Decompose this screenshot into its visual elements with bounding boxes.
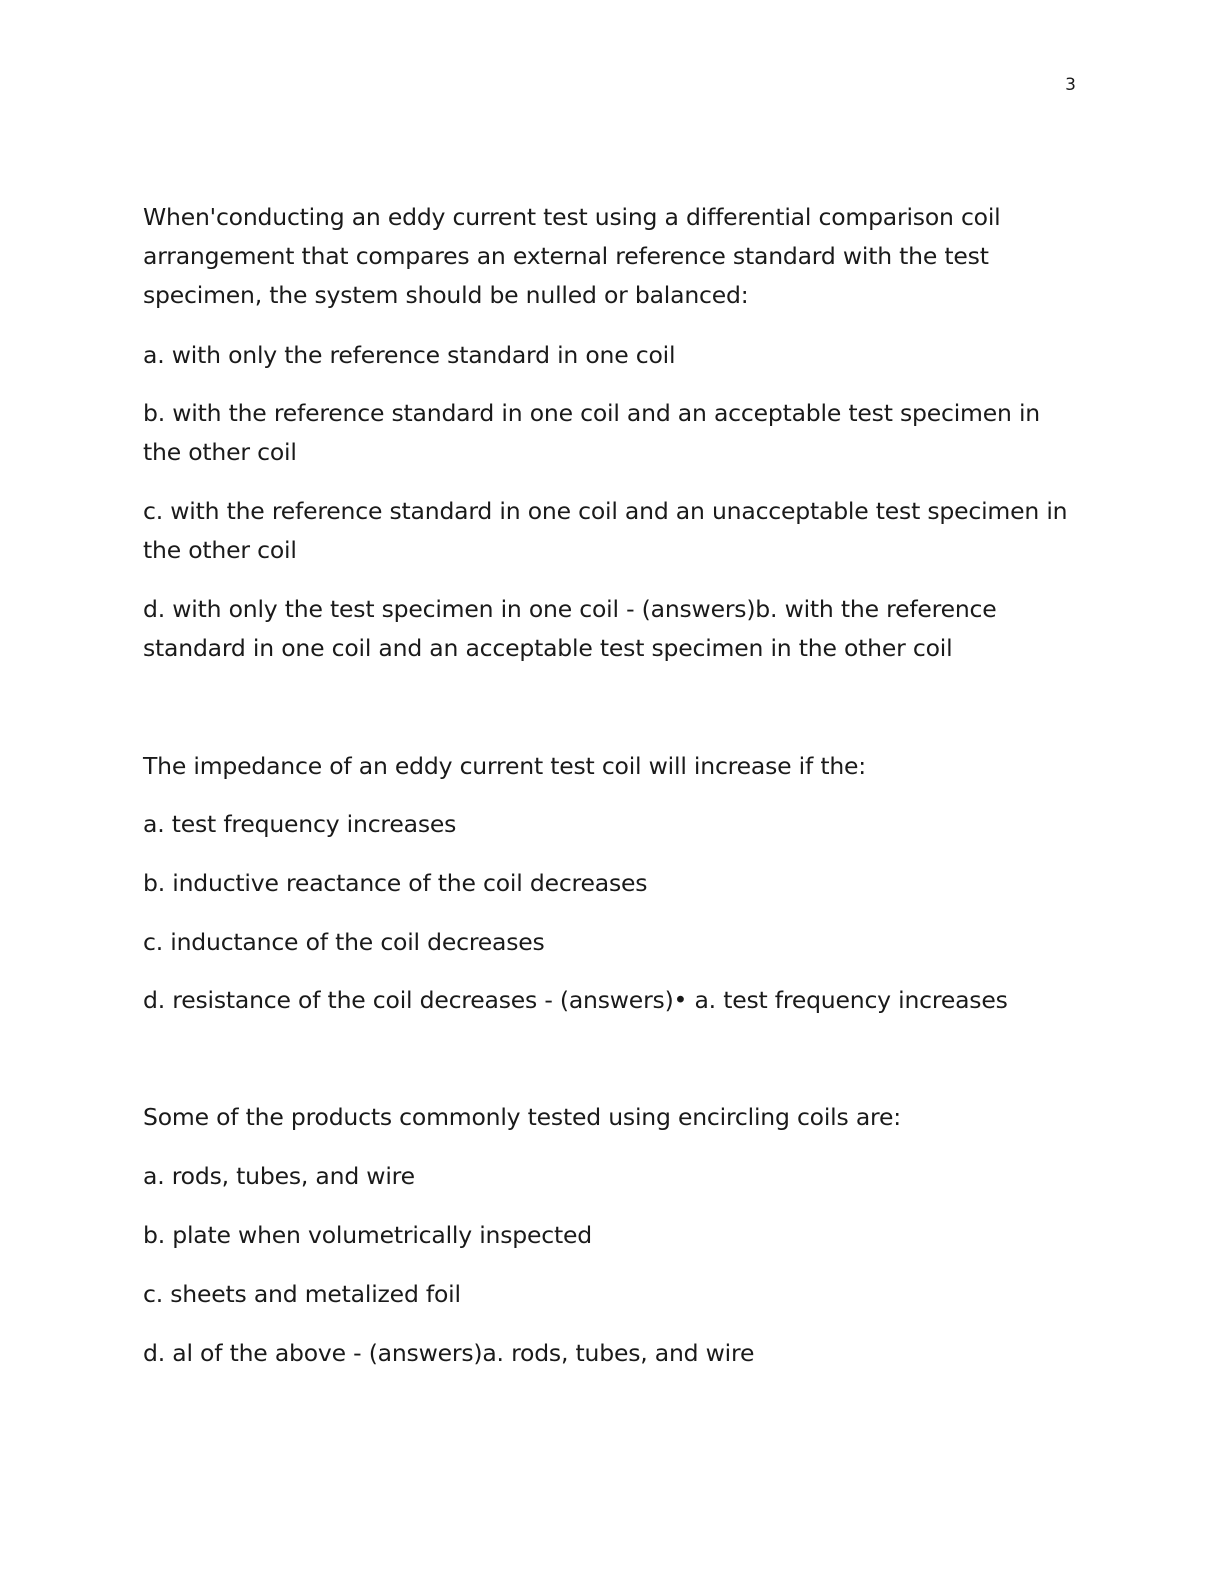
question-2-option-c: c. inductance of the coil decreases	[143, 928, 545, 956]
question-3-option-d: d. al of the above - (answers)a. rods, tubes, and wire	[143, 1339, 755, 1367]
question-1-option-c: c. with the reference standard in one coil and an unacceptable test specimen in the other coil	[143, 497, 1068, 564]
question-1-option-d: d. with only the test specimen in one coil - (answers)b. with the reference standard in one coil and an acceptable test specimen in the other coil	[143, 595, 997, 662]
question-3-option-c: c. sheets and metalized foil	[143, 1280, 461, 1308]
question-3-option-a: a. rods, tubes, and wire	[143, 1162, 415, 1190]
question-1-stem: When'conducting an eddy current test using a differential comparison coil arrangement that compares an external reference standard with the test specimen, the system should be nulled or balanced:	[143, 203, 1001, 309]
question-3-option-b: b. plate when volumetrically inspected	[143, 1221, 592, 1249]
question-2-option-b: b. inductive reactance of the coil decreases	[143, 869, 648, 897]
question-2-option-a: a. test frequency increases	[143, 810, 457, 838]
question-1-option-a: a. with only the reference standard in one coil	[143, 341, 676, 369]
question-2-stem: The impedance of an eddy current test coil will increase if the:	[143, 752, 867, 780]
question-1-option-b: b. with the reference standard in one coil and an acceptable test specimen in the other coil	[143, 399, 1040, 466]
question-3-stem: Some of the products commonly tested using encircling coils are:	[143, 1103, 901, 1131]
question-2-option-d: d. resistance of the coil decreases - (answers)• a. test frequency increases	[143, 986, 1008, 1014]
page-number: 3	[1065, 75, 1076, 95]
